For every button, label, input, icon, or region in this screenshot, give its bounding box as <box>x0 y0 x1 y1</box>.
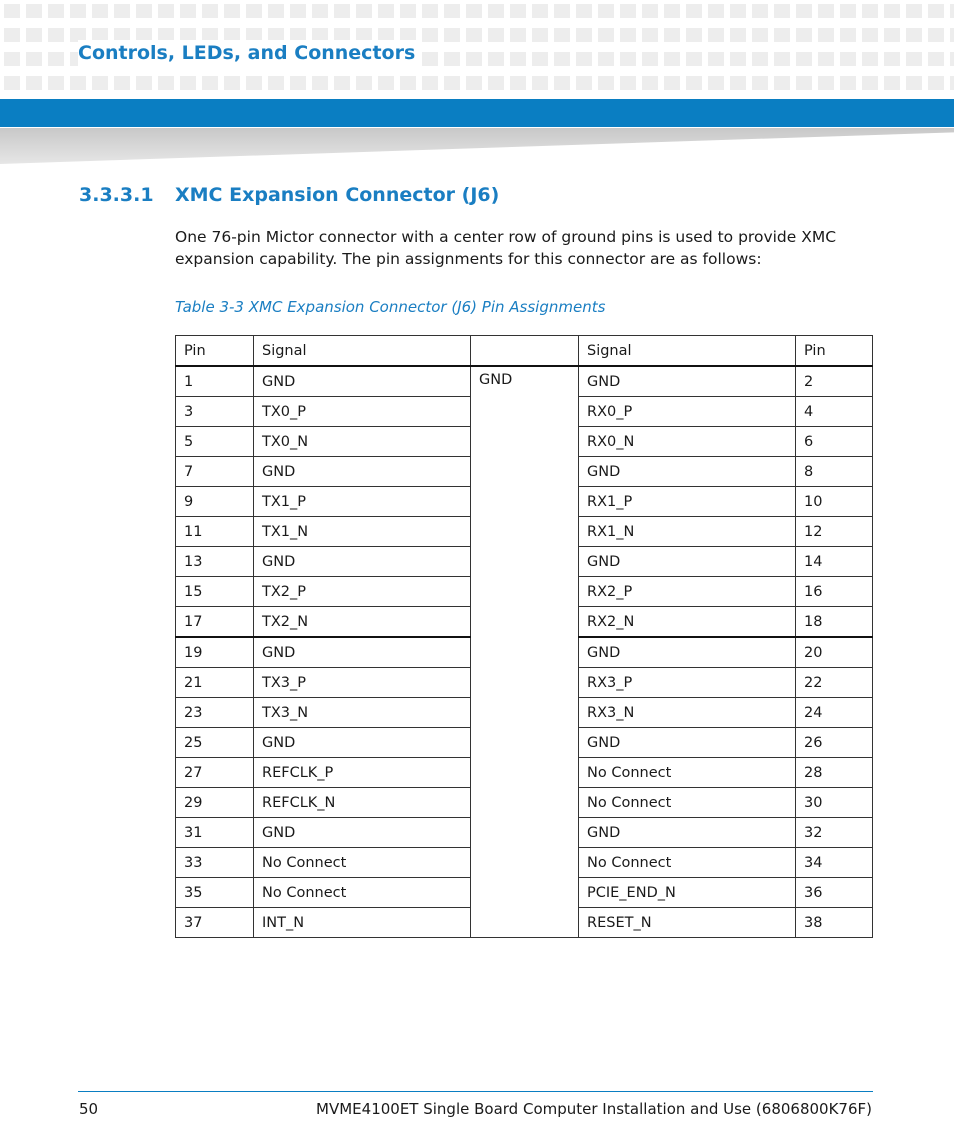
left-pin-cell: 17 <box>176 607 254 638</box>
right-pin-cell: 24 <box>796 698 873 728</box>
header-signal-left: Signal <box>254 336 471 367</box>
left-pin-cell: 29 <box>176 788 254 818</box>
center-ground-cell: GND <box>471 366 579 938</box>
left-signal-cell: REFCLK_P <box>254 758 471 788</box>
header-pin-right: Pin <box>796 336 873 367</box>
left-pin-cell: 11 <box>176 517 254 547</box>
header-blue-band <box>0 99 954 127</box>
right-pin-cell: 28 <box>796 758 873 788</box>
right-pin-cell: 18 <box>796 607 873 638</box>
right-signal-cell: RX2_P <box>579 577 796 607</box>
right-pin-cell: 4 <box>796 397 873 427</box>
section-title: XMC Expansion Connector (J6) <box>175 184 500 206</box>
right-pin-cell: 6 <box>796 427 873 457</box>
left-signal-cell: GND <box>254 818 471 848</box>
right-pin-cell: 8 <box>796 457 873 487</box>
right-signal-cell: GND <box>579 366 796 397</box>
left-pin-cell: 1 <box>176 366 254 397</box>
section-intro-text: One 76-pin Mictor connector with a center row of ground pins is used to provide XMC expansion capability. The pin assignments for this connector are as follows: <box>175 228 837 268</box>
right-signal-cell: GND <box>579 728 796 758</box>
right-pin-cell: 22 <box>796 668 873 698</box>
left-pin-cell: 35 <box>176 878 254 908</box>
left-signal-cell: GND <box>254 637 471 668</box>
right-signal-cell: No Connect <box>579 758 796 788</box>
right-signal-cell: GND <box>579 818 796 848</box>
left-signal-cell: REFCLK_N <box>254 788 471 818</box>
right-pin-cell: 2 <box>796 366 873 397</box>
right-signal-cell: RX0_P <box>579 397 796 427</box>
left-signal-cell: GND <box>254 728 471 758</box>
right-pin-cell: 10 <box>796 487 873 517</box>
pin-assignment-table <box>175 335 873 938</box>
left-signal-cell: TX3_N <box>254 698 471 728</box>
right-pin-cell: 32 <box>796 818 873 848</box>
left-pin-cell: 7 <box>176 457 254 487</box>
left-pin-cell: 21 <box>176 668 254 698</box>
header-signal-right: Signal <box>579 336 796 367</box>
right-pin-cell: 20 <box>796 637 873 668</box>
right-signal-cell: No Connect <box>579 788 796 818</box>
right-signal-cell: GND <box>579 547 796 577</box>
left-pin-cell: 33 <box>176 848 254 878</box>
header-center <box>471 336 579 367</box>
table-body <box>176 366 873 938</box>
left-signal-cell: TX1_P <box>254 487 471 517</box>
document-title: MVME4100ET Single Board Computer Installation and Use (6806800K76F) <box>316 1100 872 1118</box>
left-pin-cell: 15 <box>176 577 254 607</box>
right-pin-cell: 30 <box>796 788 873 818</box>
left-pin-cell: 9 <box>176 487 254 517</box>
right-signal-cell: RESET_N <box>579 908 796 938</box>
right-pin-cell: 34 <box>796 848 873 878</box>
right-pin-cell: 26 <box>796 728 873 758</box>
left-pin-cell: 37 <box>176 908 254 938</box>
left-pin-cell: 5 <box>176 427 254 457</box>
table-row <box>176 366 873 397</box>
left-signal-cell: TX0_P <box>254 397 471 427</box>
footer-rule <box>78 1091 873 1092</box>
right-signal-cell: No Connect <box>579 848 796 878</box>
left-signal-cell: TX2_N <box>254 607 471 638</box>
right-pin-cell: 12 <box>796 517 873 547</box>
left-signal-cell: No Connect <box>254 878 471 908</box>
right-pin-cell: 38 <box>796 908 873 938</box>
right-signal-cell: RX3_N <box>579 698 796 728</box>
left-signal-cell: GND <box>254 547 471 577</box>
right-signal-cell: RX0_N <box>579 427 796 457</box>
page-number: 50 <box>79 1100 99 1118</box>
left-pin-cell: 31 <box>176 818 254 848</box>
right-signal-cell: PCIE_END_N <box>579 878 796 908</box>
left-pin-cell: 3 <box>176 397 254 427</box>
left-pin-cell: 23 <box>176 698 254 728</box>
right-signal-cell: GND <box>579 637 796 668</box>
left-signal-cell: TX2_P <box>254 577 471 607</box>
left-pin-cell: 27 <box>176 758 254 788</box>
left-signal-cell: GND <box>254 366 471 397</box>
left-pin-cell: 13 <box>176 547 254 577</box>
left-pin-cell: 19 <box>176 637 254 668</box>
left-signal-cell: TX1_N <box>254 517 471 547</box>
left-signal-cell: TX3_P <box>254 668 471 698</box>
right-pin-cell: 14 <box>796 547 873 577</box>
section-number: 3.3.3.1 <box>79 184 154 206</box>
right-pin-cell: 16 <box>796 577 873 607</box>
left-signal-cell: TX0_N <box>254 427 471 457</box>
right-signal-cell: RX1_N <box>579 517 796 547</box>
header-pin-left: Pin <box>176 336 254 367</box>
left-signal-cell: No Connect <box>254 848 471 878</box>
right-signal-cell: RX1_P <box>579 487 796 517</box>
chapter-title: Controls, LEDs, and Connectors <box>78 40 421 68</box>
table-header-row <box>176 336 873 367</box>
right-signal-cell: RX3_P <box>579 668 796 698</box>
left-signal-cell: INT_N <box>254 908 471 938</box>
right-signal-cell: GND <box>579 457 796 487</box>
table-caption: Table 3-3 XMC Expansion Connector (J6) Pin Assignments <box>175 298 606 316</box>
right-signal-cell: RX2_N <box>579 607 796 638</box>
left-signal-cell: GND <box>254 457 471 487</box>
header-grey-wedge <box>0 128 954 164</box>
right-pin-cell: 36 <box>796 878 873 908</box>
left-pin-cell: 25 <box>176 728 254 758</box>
